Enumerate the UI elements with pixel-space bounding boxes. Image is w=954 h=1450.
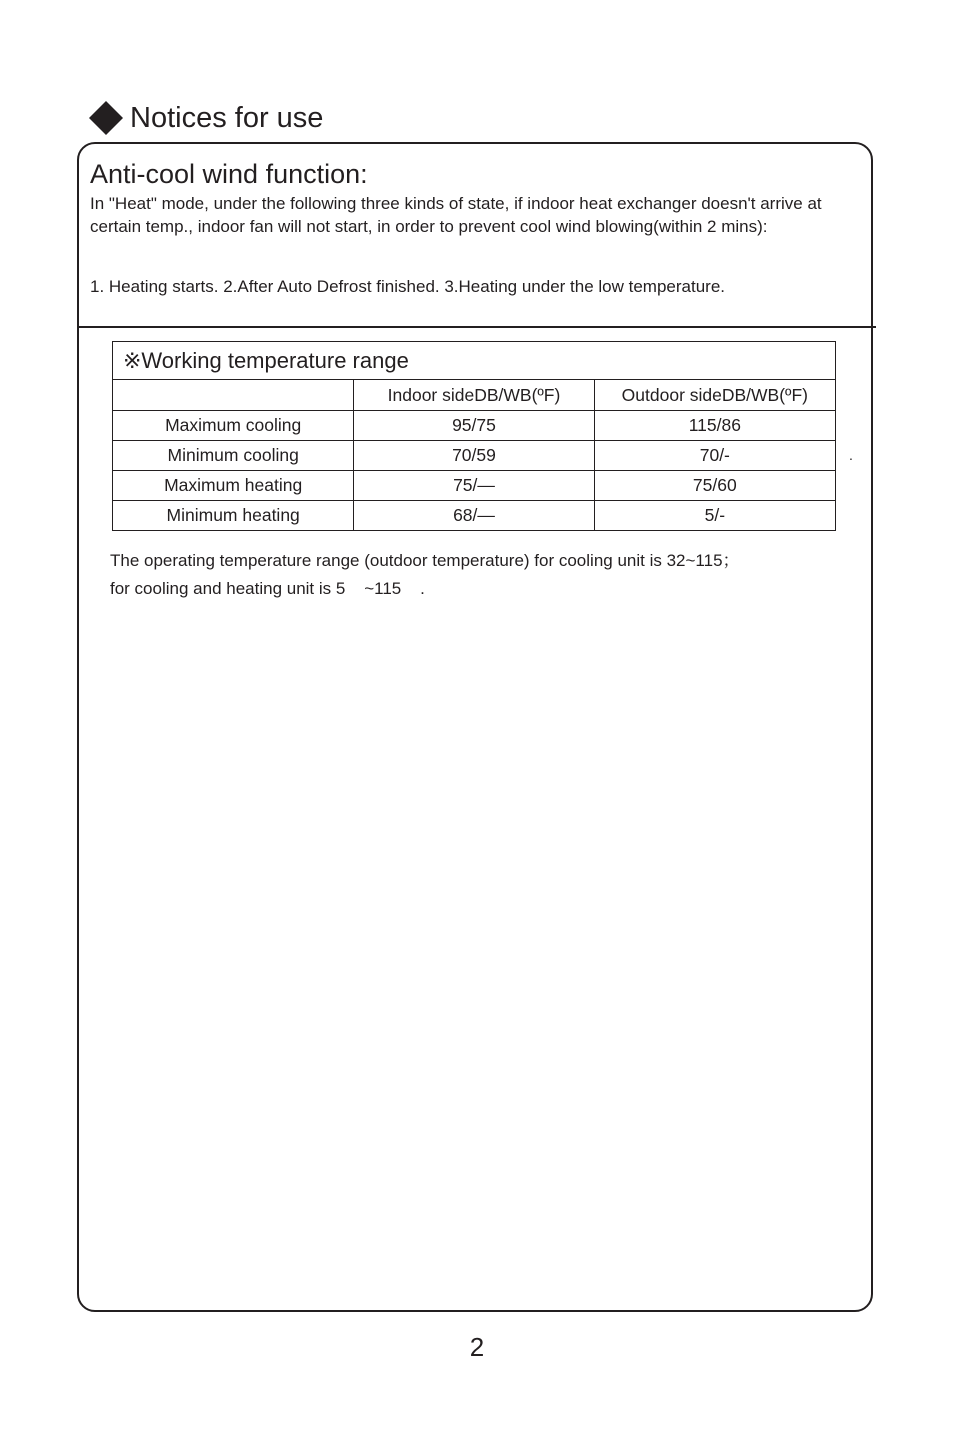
table-header-cell (113, 380, 354, 411)
indoor-value: 68/— (354, 501, 594, 531)
row-label: Minimum heating (113, 501, 354, 531)
content-frame (77, 142, 873, 1312)
note-line-1: The operating temperature range (outdoor temperature) for cooling unit is 32~115； (110, 551, 740, 570)
table-row (113, 441, 836, 471)
section-divider (77, 326, 876, 328)
page-number: 2 (469, 1332, 485, 1362)
page-title: Notices for use (130, 102, 324, 134)
indoor-value: 70/59 (354, 441, 594, 471)
section-list: 1. Heating starts. 2.After Auto Defrost finished. 3.Heating under the low temperature. (90, 277, 726, 296)
outdoor-value: 5/- (594, 501, 835, 531)
operating-range-note (110, 547, 830, 603)
row-label: Maximum cooling (113, 411, 354, 441)
table-row (113, 501, 836, 531)
table-caption-row (113, 342, 836, 380)
section-body: In "Heat" mode, under the following three kinds of state, if indoor heat exchanger doesn't arrive at certain temp., indoor fan will not start, in order to prevent cool wind blowing(within 2 mins): (90, 194, 822, 236)
indoor-value: 95/75 (354, 411, 594, 441)
section-title: Anti-cool wind function: (90, 159, 368, 189)
table-header-row (113, 380, 836, 411)
outdoor-value: 75/60 (594, 471, 835, 501)
page-header (88, 98, 323, 138)
table-caption: ※Working temperature range (113, 342, 836, 380)
table-header-cell: Indoor sideDB/WB(ºF) (354, 380, 594, 411)
note-line-2: for cooling and heating unit is 5 ~115 . (110, 579, 425, 598)
table-row (113, 411, 836, 441)
diamond-icon (88, 100, 124, 136)
indoor-value: 75/— (354, 471, 594, 501)
stray-mark: . (849, 447, 853, 463)
row-label: Minimum cooling (113, 441, 354, 471)
table-header-cell: Outdoor sideDB/WB(ºF) (594, 380, 835, 411)
outdoor-value: 70/- (594, 441, 835, 471)
outdoor-value: 115/86 (594, 411, 835, 441)
temperature-range-table (112, 341, 836, 531)
table-row (113, 471, 836, 501)
row-label: Maximum heating (113, 471, 354, 501)
